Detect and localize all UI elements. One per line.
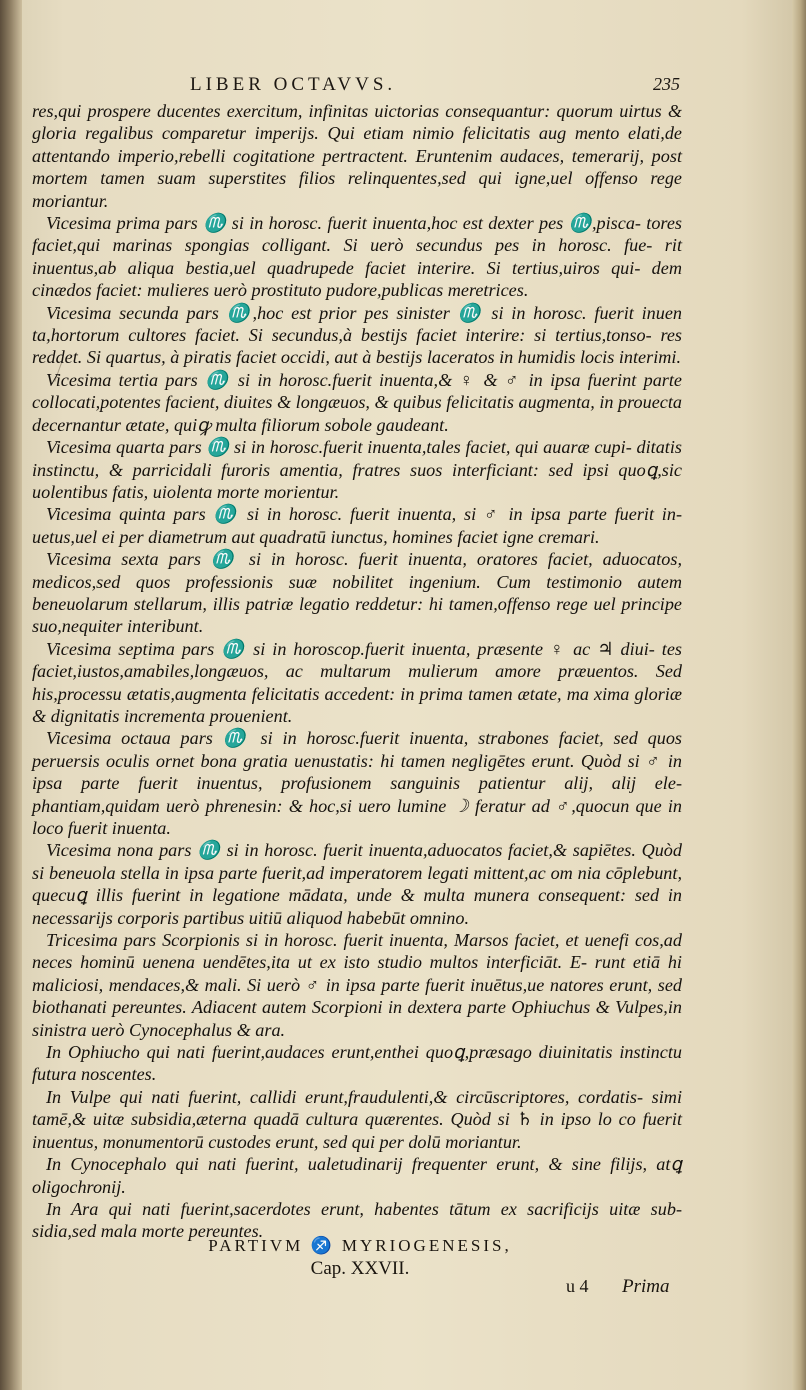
paragraph: Vicesima secunda pars ♏,hoc est prior pes sinister ♏ si in horosc. fuerit inuen ta,hortorum cultores faciet. Si secundus,à bestijs faciet interire: si tertius,tonso- res reddet. Si quartus, à piratis faciet occidi, aut à bestijs laceratos in humidis locis interimi. <box>32 302 682 368</box>
paragraph: Vicesima septima pars ♏ si in horoscop.fuerit inuenta, præsente ♀ ac ♃ diui- tes faciet,iustos,amabiles,longæuos, ac multarum mulierum amore præuentos. Sed his,processu ætatis,augmenta felicitatis accedent: in prima tamen ætate, ma xima gloriæ & dignitatis incrementa prouenient. <box>32 638 682 726</box>
page-header <box>40 74 680 102</box>
paragraph: Vicesima octaua pars ♏ si in horosc.fuerit inuenta, strabones faciet, sed quos peruersis oculis ornet bona gratia uenustatis: hi tamen negligētes erunt. Quòd si ♂ in ipsa parte fuerit inuentus, profusionem sanguinis patientur alij, alij ele- phantiam,quidam uerò phrenesin: & hoc,si uero lumine ☽ feratur ad ♂,quocun que in loco fuerit inuenta. <box>32 728 682 838</box>
chapter-number: Cap. XXVII. <box>310 1258 410 1279</box>
paragraph: Vicesima prima pars ♏ si in horosc. fuerit inuenta,hoc est dexter pes ♏,pisca- tores faciet,qui marinas spongias colligant. Si uerò secundus pes in horosc. fue- rit inuentus,ab aliqua bestia,uel quadrupede faciet interire. Si tertius,uiros qui- dem cinædos faciet: mulieres uerò prostituto pudore,publicas meretrices. <box>32 213 682 301</box>
chapter-heading <box>150 1236 570 1280</box>
paragraph: Vicesima quinta pars ♏ si in horosc. fuerit inuenta, si ♂ in ipsa parte fuerit in- uetus,uel ei per diametrum aut quadratū iunctus, homines faciet igne cremari. <box>32 504 682 547</box>
catchword: Prima <box>622 1276 670 1297</box>
paragraph: Vicesima tertia pars ♏ si in horosc.fuerit inuenta,& ♀ & ♂ in ipsa fuerint parte collocati,potentes facient, diuites & longæuos, & quibus felicitatis augmenta, in prouecta decernantur ætate, quiꝙ multa filiorum sobole gaudeant. <box>32 369 682 435</box>
paragraph: In Vulpe qui nati fuerint, callidi erunt,fraudulenti,& circūscriptores, cordatis- simi tamē,& uitæ subsidia,æterna quadā cultura quærentes. Quòd si ♄ in ipso lo co fuerit inuentus, monumentorū custodes erunt, sed qui per dolū moriantur. <box>32 1086 682 1152</box>
folio-number: 235 <box>653 74 680 94</box>
paragraph: In Ara qui nati fuerint,sacerdotes erunt, habentes tātum ex sacrificijs uitæ sub- sidia,sed mala morte pereuntes. <box>32 1198 682 1242</box>
paragraph: res,qui prospere ducentes exercitum, infinitas uictorias consequantur: quorum uirtus & gloria regalibus comparetur imperijs. Qui etiam nimio felicitatis aug mento elati,de attentando imperio,rebelli cogitatione pertractent. Eruntenim audaces, temerarij, post mortem tamen suam superstites filios relinquentes,sed qui igne,uel offenso rege moriantur. <box>32 101 682 211</box>
body-text <box>32 100 682 1243</box>
signature-mark: u 4 <box>566 1276 589 1296</box>
paragraph: In Ophiucho qui nati fuerint,audaces erunt,enthei quoꝗ,præsago diuinitatis instinctu futura noscentes. <box>32 1042 682 1085</box>
paragraph: Vicesima quarta pars ♏ si in horosc.fuerit inuenta,tales faciet, qui auaræ cupi- ditatis instinctu, & parricidali furoris amentia, fratres suos interficiant: sed ipsi quoꝗ,sic uolentibus fatis, uiolenta morte morientur. <box>32 437 682 502</box>
paragraph: Vicesima sexta pars ♏ si in horosc. fuerit inuenta, oratores faciet, aduocatos, medicos,sed quos professionis suæ nobilitet ingenium. Cum testimonio autem beneuolarum stellarum, illis patriæ legatio reddetur: hi tamen,offenso rege uel principe suo,nequiter interibunt. <box>32 549 682 637</box>
paragraph: Vicesima nona pars ♏ si in horosc. fuerit inuenta,aduocatos faciet,& sapiētes. Quòd si beneuola stella in ipsa parte fuerit,ad imperatorem legati mittent,ac om nia cōplebunt, quecuꝗ illis fuerint in legatione mādata, unde & multa munera consequent: sed in necessarijs corporis partibus uitiū aliquod habebūt omnino. <box>32 840 682 928</box>
chapter-title: PARTIVM ♐ MYRIOGENESIS, <box>208 1236 512 1255</box>
paragraph: Tricesima pars Scorpionis si in horosc. fuerit inuenta, Marsos faciet, et uenefi cos,ad neces hominū uenena uendētes,ita ut ex isto studio multos interficiāt. E- runt etiā hi maliciosi, mendaces,& mali. Si uerò ♂ in ipsa parte fuerit inuētus,ue natores erunt, sed biothanati pereuntes. Adiacent autem Scorpioni in dextera parte Ophiuchus & Vulpes,in sinistra uerò Cynocephalus & ara. <box>32 930 682 1040</box>
running-title: LIBER OCTAVVS. <box>190 74 397 95</box>
page-footer <box>0 1276 806 1306</box>
paragraph: In Cynocephalo qui nati fuerint, ualetudinarij frequenter erunt, & sine filijs, atꝗ oligochronij. <box>32 1154 682 1197</box>
page-gutter-shadow <box>0 0 22 1390</box>
page-edge <box>792 0 806 1390</box>
